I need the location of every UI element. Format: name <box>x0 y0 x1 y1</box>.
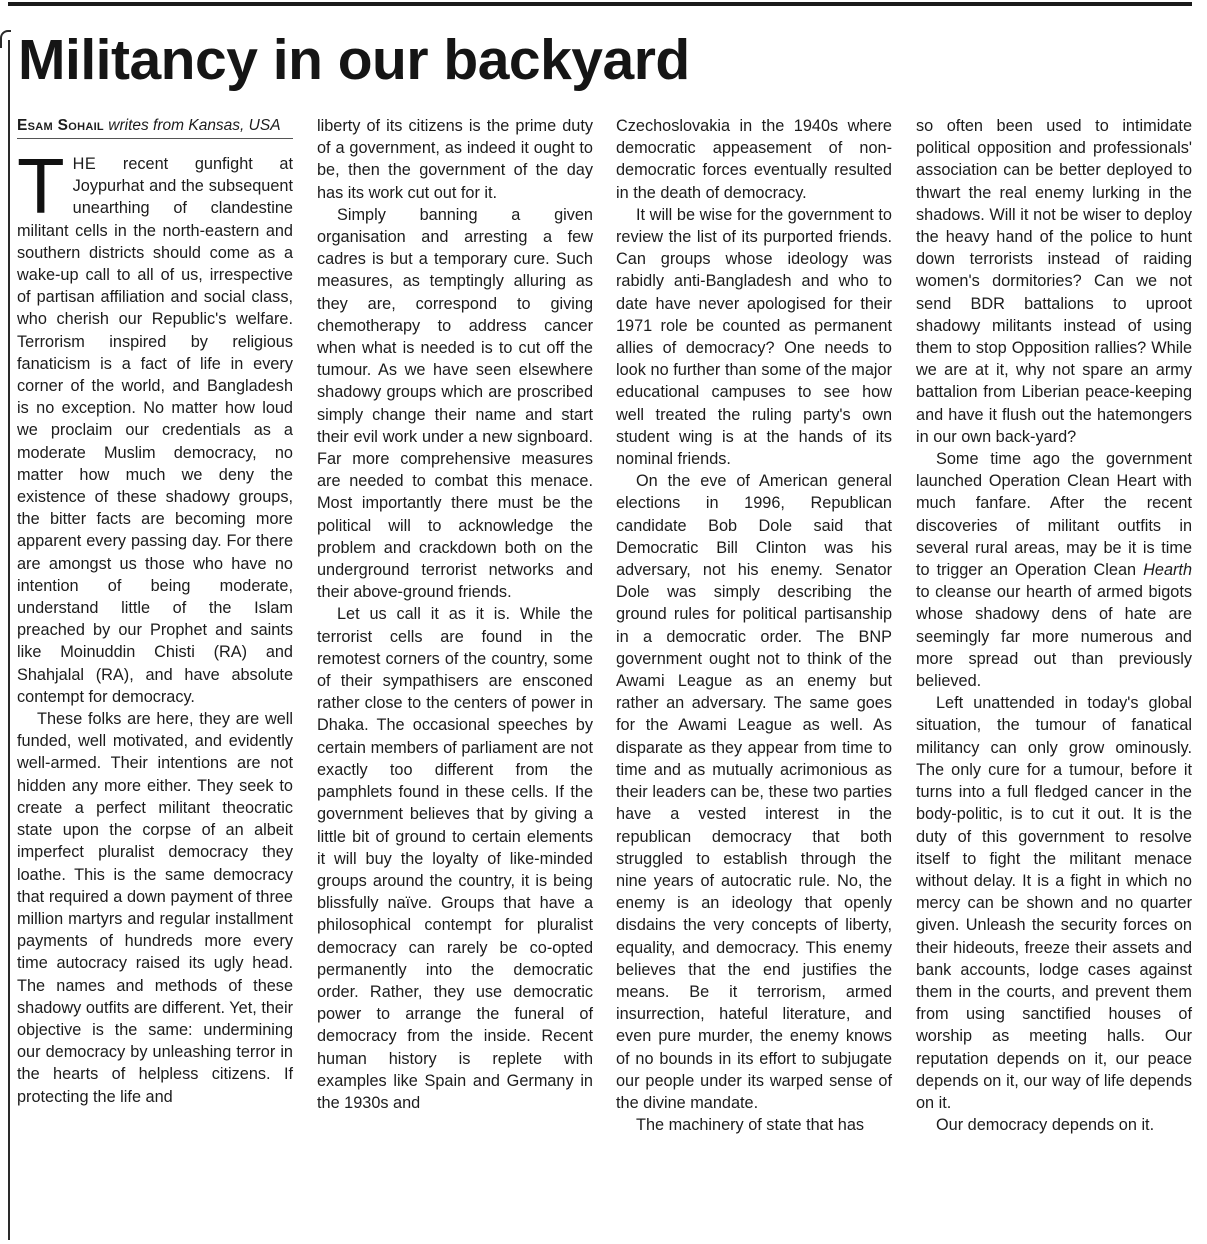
lead-text: recent gunfight at Joypurhat and the subsequent unearthing of clandestine militant cells in the north-eastern and southern districts should come as a wake-up call to all of us, irrespective of partisan affiliation and social class, who cherish our Republic's welfare. Terrorism inspired by religious fanaticism is a fact of life in every corner of the world, and Bangladesh is no exception. No matter how loud we proclaim our credentials as a moderate Muslim democracy, no matter how much we deny the existence of these shadowy groups, the bitter facts are becoming more apparent every passing day. For there are amongst us those who have no intention of being moderate, understand little of the Islam preached by our Prophet and saints like Moinuddin Chisti (RA) and Shahjalal (RA), and have absolute contempt for democracy. <box>17 155 293 706</box>
paragraph-9: Left unattended in today's global situation, the tumour of fanatical militancy can only grow ominously. The only cure for a tumour, before it turns into a full fledged cancer in the body-politic, is to cut it out. It is the duty of this government to resolve itself to fight the militant menace without delay. It is a fight in which no mercy can be shown and no quarter given. Unleash the security forces on their hideouts, freeze their assets and bank accounts, lodge cases against them in the courts, and prevent them from using sanctified houses of worship as meeting halls. Our reputation depends on it, our peace depends on it, our way of life depends on it. <box>916 694 1192 1112</box>
paragraph-8-text-b: to cleanse our hearth of armed bigots whose shadowy dens of hate are seemingly far more numerous and more spread out than previously believed. <box>916 583 1192 691</box>
headline: Militancy in our backyard <box>18 28 690 92</box>
byline-author: Esam Sohail <box>17 117 104 134</box>
left-margin-rule <box>8 40 10 1240</box>
byline-dateline: writes from Kansas, USA <box>108 117 281 134</box>
paragraph-2: These folks are here, they are well funded, well motivated, and evidently well-armed. Their intentions are not hidden any more either. They seek to create a perfect militant theocratic state upon the corpse of an albeit imperfect pluralist democracy they loathe. This is the same democracy that required a down payment of three million martyrs and regular installment payments of hundreds more every time autocracy raised its ugly head. The names and methods of these shadowy outfits are different. Yet, their objective is the same: undermining our democracy by unleashing terror in the hearts of helpless citizens. If protecting the life and <box>17 710 293 1106</box>
lead-paragraph <box>17 142 293 708</box>
paragraph-4-continued: Czechoslovakia in the 1940s where democratic appeasement of non-democratic forces eventually resulted in the death of democracy. <box>616 117 892 202</box>
paragraph-7-continued: so often been used to intimidate political opposition and professionals' association can be better deployed to thwart the real enemy lurking in the shadows. Will it not be wiser to deploy the heavy hand of the police to hunt down terrorists instead of raiding women's dormitories? Can we not send BDR battalions to uproot shadowy militants instead of using them to stop Opposition rallies? While we are at it, why not spare an army battalion from Liberian peace-keeping and have it flush out the hatemongers in our own back-yard? <box>916 117 1192 446</box>
paragraph-7: The machinery of state that has <box>636 1116 865 1135</box>
paragraph-3: Simply banning a given organisation and arresting a few cadres is but a temporary cure. Such measures, as temptingly alluring as they are, correspond to giving chemotherapy to address cancer when what is needed is to cut off the tumour. As we have seen elsewhere shadowy groups which are proscribed simply change their name and start their evil work under a new signboard. Far more comprehensive measures are needed to combat this menace. Most importantly there must be the political will to acknowledge the problem and crackdown both on the underground terrorist networks and their above-ground friends. <box>317 205 593 602</box>
column-2 <box>317 115 593 1114</box>
byline <box>17 115 293 139</box>
column-1 <box>17 115 293 1108</box>
drop-cap: T <box>17 142 65 230</box>
paragraph-2-continued: liberty of its citizens is the prime duty of a government, as indeed it ought to be, then the government of the day has its work cut out for it. <box>317 117 593 202</box>
paragraph-8-italic: Hearth <box>1143 561 1192 580</box>
column-4 <box>916 115 1192 1136</box>
closing-line: Our democracy depends on it. <box>936 1116 1155 1135</box>
paragraph-5: It will be wise for the government to review the list of its purported friends. Can groups whose ideology was rabidly anti-Bangladesh and who to date have never apologised for their 1971 role be counted as permanent allies of democracy? One needs to look no further than some of the major educational campuses to see how well treated the ruling party's own student wing is at the hands of its nominal friends. <box>616 205 892 469</box>
column-3 <box>616 115 892 1136</box>
paragraph-6: On the eve of American general elections in 1996, Republican candidate Bob Dole said that Democratic Bill Clinton was his adversary, not his enemy. Senator Dole was simply describing the ground rules for political partisanship in a democratic order. The BNP government ought not to think of the Awami League as an enemy but rather an adversary. The same goes for the Awami League as well. As disparate as they appear from time to time and as mutually acrimonious as their leaders can be, these two parties have a vested interest in the republican democracy that both struggled to establish through the nine years of autocratic rule. No, the enemy is an ideology that openly disdains the very concepts of liberty, equality, and democracy. This enemy believes that the end justifies the means. Be it terrorism, armed insurrection, hateful literature, and even pure murder, the enemy knows of no bounds in its effort to subjugate our people under its warped sense of the divine mandate. <box>616 472 892 1112</box>
rule-corner-ornament <box>0 30 11 48</box>
top-rule <box>8 2 1192 6</box>
paragraph-4: Let us call it as it is. While the terrorist cells are found in the remotest corners of the country, some of their sympathisers are ensconed rather close to the centers of power in Dhaka. The occasional speeches by certain members of parliament are not exactly too different from the pamphlets found in these cells. If the government believes that by giving a little bit of ground to certain elements it will buy the loyalty of like-minded groups around the country, it is being blissfully naïve. Groups that have a philosophical contempt for pluralist democracy can rarely be co-opted permanently into the democratic order. Rather, they use democratic power to arrange the funeral of democracy from the inside. Recent human history is replete with examples like Spain and Germany in the 1930s and <box>317 605 593 1112</box>
paragraph-8 <box>916 448 1192 692</box>
paragraph-8-text-a: Some time ago the government launched Operation Clean Heart with much fanfare. After the recent discoveries of militant outfits in several rural areas, may be it is time to trigger an Operation Clean <box>916 450 1192 580</box>
lead-caps: HE <box>72 155 97 173</box>
